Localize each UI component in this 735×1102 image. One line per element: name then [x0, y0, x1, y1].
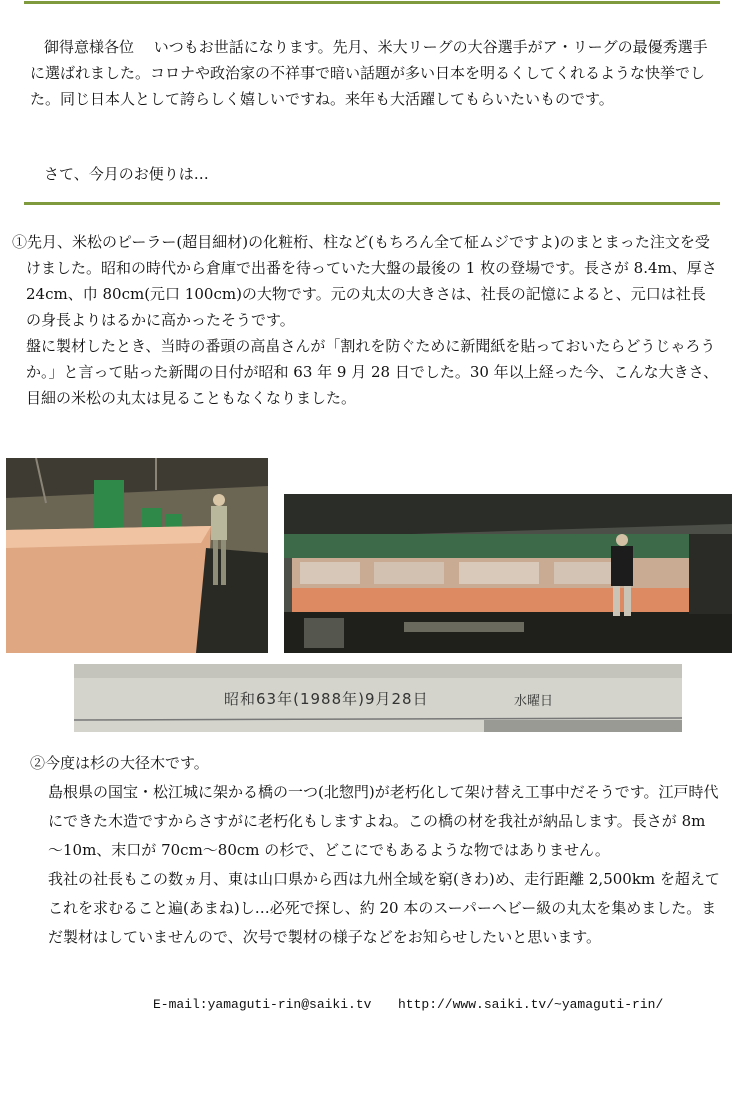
newspaper-weekday-text: 水曜日	[514, 694, 554, 709]
photo-beam-with-newspaper	[284, 494, 732, 653]
beam-illustration	[284, 494, 732, 653]
intro-lead: さて、今月のお便りは…	[44, 165, 209, 183]
top-divider	[24, 1, 720, 4]
contact-website-url[interactable]: http://www.saiki.tv/~yamaguti-rin/	[398, 997, 664, 1012]
section-2-heading: ②今度は杉の大径木です。	[30, 754, 209, 772]
section-1-paragraph-2: 盤に製材したとき、当時の番頭の高畠さんが「割れを防ぐために新聞紙を貼っておいたらどうじゃろうか。」と言って貼った新聞の日付が昭和 63 年 9 月 28 日でした。30 年以上経った今、こんな大きさ、目細の米松の丸太は見ることもなくなりました。	[26, 337, 719, 407]
section-1	[12, 229, 720, 411]
photo-timber-slab-worker	[6, 458, 268, 653]
section-1-paragraph-1: ①先月、米松のピーラー(超目細材)の化粧桁、柱など(もちろん全て柾ムジですよ)のまとまった注文を受けました。昭和の時代から倉庫で出番を待っていた大盤の最後の 1 枚の登場です。長さが 8.4m、厚さ 24cm、巾 80cm(元口 100cm)の大物です。元の丸太の大きさは、社長の記憶によると、元口は社長の身長よりはるかに高かったそうです。	[12, 233, 717, 329]
photo-newspaper-date	[74, 664, 682, 732]
newspaper-date-text: 昭和63年(1988年)9月28日	[224, 690, 429, 708]
section-2-paragraph-1: 島根県の国宝・松江城に架かる橋の一つ(北惣門)が老朽化して架け替え工事中だそうです。江戸時代にできた木造ですからさすがに老朽化もしますよね。この橋の材を我社が納品します。長さが 8m～10m、末口が 70cm～80cm の杉で、どこにでもあるような物ではありません。	[48, 783, 719, 859]
section-divider	[24, 202, 720, 205]
contact-email[interactable]: E-mail:yamaguti-rin@saiki.tv	[153, 997, 372, 1012]
timber-slab-illustration	[6, 458, 268, 653]
intro-greeting: 御得意様各位 いつもお世話になります。先月、米大リーグの大谷選手がア・リーグの最優秀選手に選ばれました。コロナや政治家の不祥事で暗い話題が多い日本を明るくしてくれるような快挙でした。同じ日本人として誇らしく嬉しいですね。来年も大活躍してもらいたいものです。	[30, 38, 708, 108]
section-2	[30, 749, 720, 952]
section-2-paragraph-2: 我社の社長もこの数ヵ月、東は山口県から西は九州全域を窮(きわ)め、走行距離 2,500km を超えてこれを求むること遍(あまね)し…必死で探し、約 20 本のスーパーヘビー級の丸太を集めました。まだ製材はしていませんので、次号で製材の様子などをお知らせしたいと思います。	[48, 870, 720, 946]
